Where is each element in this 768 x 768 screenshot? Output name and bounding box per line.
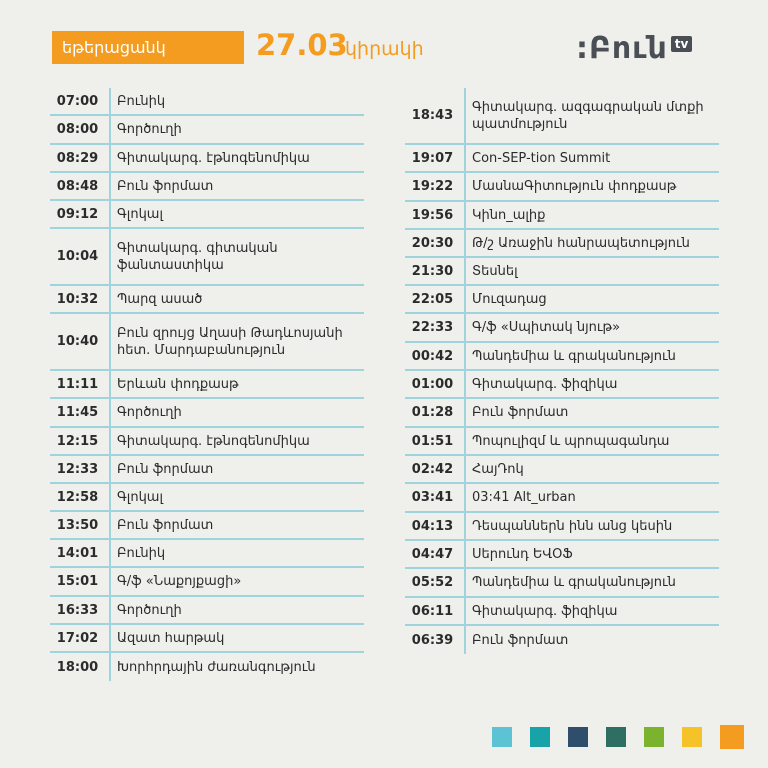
schedule-title: Բուն ֆորմատ <box>117 461 214 477</box>
schedule-title: Գործուղի <box>117 122 182 137</box>
schedule-title: Բուն ֆորմատ <box>117 178 214 194</box>
schedule-title: Գիտակարգ. ֆիզիկա <box>472 603 618 619</box>
schedule-title: Պոպուլիզմ և պրոպագանդա <box>472 433 670 449</box>
schedule-time: 06:11 <box>405 598 466 624</box>
color-square <box>530 727 550 747</box>
schedule-title: Con-SEP-tion Summit <box>472 150 611 166</box>
schedule-time: 09:12 <box>50 201 111 227</box>
schedule-time: 00:42 <box>405 343 466 369</box>
schedule-row <box>405 314 719 343</box>
schedule-row <box>405 569 719 598</box>
schedule-title: Գիտակարգ. ազգագրական մտքի պատմություն <box>472 99 704 132</box>
schedule-title: Ազատ հարթակ <box>117 630 225 646</box>
schedule-time: 12:33 <box>50 456 111 482</box>
schedule-title: Պանդեմիա և գրականություն <box>472 575 676 590</box>
schedule-row <box>405 626 719 654</box>
schedule-title: ՀայԴոկ <box>472 461 524 477</box>
schedule-time: 19:22 <box>405 173 466 200</box>
schedule-time: 16:33 <box>50 597 111 623</box>
schedule-title: Գիտակարգ. գիտական ֆանտաստիկա <box>117 240 278 273</box>
schedule-row <box>405 399 719 428</box>
schedule-time: 07:00 <box>50 88 111 114</box>
schedule-time: 04:13 <box>405 513 466 539</box>
logo-tv-badge: tv <box>671 36 693 52</box>
schedule-row <box>50 399 364 428</box>
schedule-row <box>405 202 719 230</box>
schedule-row <box>405 145 719 173</box>
schedule-row <box>405 456 719 484</box>
schedule-time: 15:01 <box>50 568 111 595</box>
schedule-row <box>50 88 364 116</box>
schedule-title: Դեսպաններն ինն անց կեսին <box>472 518 673 534</box>
schedule-title: Գիտակարգ. էթնոգենոմիկա <box>117 150 310 166</box>
schedule-title: Գլոկալ <box>117 489 163 505</box>
schedule-title: Կինո_ալիք <box>472 207 546 223</box>
schedule-time: 22:33 <box>405 314 466 341</box>
schedule-row <box>50 484 364 512</box>
schedule-title: Բուն ֆորմատ <box>117 517 214 533</box>
schedule-time: 19:07 <box>405 145 466 171</box>
schedule-time: 21:30 <box>405 258 466 284</box>
schedule-row <box>50 145 364 173</box>
schedule-time: 02:42 <box>405 456 466 482</box>
schedule-time: 13:50 <box>50 512 111 538</box>
schedule-time: 08:00 <box>50 116 111 143</box>
schedule-time: 10:32 <box>50 286 111 312</box>
schedule-title: Սերունդ ԵՎՕՖ <box>472 546 573 562</box>
schedule-row <box>405 230 719 258</box>
schedule-title: Բուն ֆորմատ <box>472 632 569 648</box>
schedule-title: Բուն զրույց Աղասի Թադևոսյանի հետ. Մարդաբանություն <box>117 325 343 358</box>
schedule-row <box>405 173 719 202</box>
schedule-title: Գլոկալ <box>117 206 163 222</box>
schedule-row <box>50 314 364 371</box>
schedule-title: Գործուղի <box>117 405 182 420</box>
schedule-title: Բունիկ <box>117 93 166 109</box>
schedule-row <box>50 371 364 399</box>
schedule-row <box>50 428 364 456</box>
schedule-time: 01:28 <box>405 399 466 426</box>
schedule-row <box>405 541 719 569</box>
schedule-time: 18:43 <box>405 88 466 143</box>
schedule-time: 17:02 <box>50 625 111 651</box>
schedule-time: 10:40 <box>50 314 111 369</box>
broadcast-day-name: կիրակի <box>345 38 424 60</box>
schedule-title: Մուզադաց <box>472 291 547 307</box>
schedule-title: Գիտակարգ. ֆիզիկա <box>472 376 618 392</box>
schedule-time: 05:52 <box>405 569 466 596</box>
schedule-time: 11:11 <box>50 371 111 397</box>
schedule-title: Տեսնել <box>472 263 518 279</box>
schedule-row <box>50 456 364 484</box>
schedule-time: 18:00 <box>50 653 111 681</box>
schedule-row <box>405 484 719 513</box>
schedule-title: Երևան փոդքասթ <box>117 376 239 392</box>
schedule-row <box>405 428 719 456</box>
schedule-row <box>405 258 719 286</box>
schedule-row <box>50 540 364 568</box>
color-square <box>682 727 702 747</box>
schedule-time: 12:58 <box>50 484 111 510</box>
schedule-title: Գ/ֆ «Սպիտակ նյութ» <box>472 320 621 335</box>
schedule-row <box>405 513 719 541</box>
color-square <box>606 727 626 747</box>
schedule-time: 19:56 <box>405 202 466 228</box>
schedule-time: 10:04 <box>50 229 111 284</box>
schedule-title: Գործուղի <box>117 602 182 618</box>
schedule-row <box>405 286 719 314</box>
color-square <box>492 727 512 747</box>
schedule-title: Պանդեմիա և գրականություն <box>472 348 676 364</box>
schedule-row <box>50 512 364 540</box>
schedule-title: ՄասնաԳիտություն փոդքասթ <box>472 179 677 194</box>
color-square <box>644 727 664 747</box>
schedule-time: 06:39 <box>405 626 466 654</box>
schedule-time: 22:05 <box>405 286 466 312</box>
schedule-time: 08:29 <box>50 145 111 171</box>
color-square <box>720 725 744 749</box>
schedule-title: Պարզ ասած <box>117 291 203 307</box>
schedule-row <box>50 286 364 314</box>
schedule-time: 08:48 <box>50 173 111 199</box>
schedule-row <box>50 116 364 145</box>
schedule-row <box>405 598 719 626</box>
weekday-badge: եթերացանկ <box>52 31 244 64</box>
schedule-time: 01:51 <box>405 428 466 454</box>
schedule-row <box>50 597 364 625</box>
schedule-time: 03:41 <box>405 484 466 511</box>
schedule-row <box>50 568 364 597</box>
color-squares <box>492 727 744 749</box>
schedule-row <box>50 625 364 653</box>
schedule-time: 01:00 <box>405 371 466 397</box>
schedule-row <box>405 88 719 145</box>
schedule-time: 12:15 <box>50 428 111 454</box>
schedule-row <box>405 343 719 371</box>
schedule-left-column <box>50 88 364 681</box>
schedule-title: Խորհրդային ժառանգություն <box>117 659 316 675</box>
schedule-title: Բուն ֆորմատ <box>472 405 569 420</box>
schedule-time: 14:01 <box>50 540 111 566</box>
schedule-title: Գիտակարգ. էթնոգենոմիկա <box>117 433 310 449</box>
schedule-time: 20:30 <box>405 230 466 256</box>
schedule-title: Գ/ֆ «Նաքոյքացի» <box>117 574 242 589</box>
schedule-title: Բունիկ <box>117 545 166 561</box>
schedule-row <box>50 173 364 201</box>
logo-text: :Բուն <box>576 30 668 66</box>
schedule-right-column <box>405 88 719 654</box>
broadcast-date: 27.03 <box>256 28 348 62</box>
schedule-title: 03:41 Alt_urban <box>472 490 576 505</box>
schedule-row <box>50 229 364 286</box>
schedule-title: Թ/շ Առաջին հանրապետություն <box>472 235 690 251</box>
schedule-time: 11:45 <box>50 399 111 426</box>
color-square <box>568 727 588 747</box>
schedule-row <box>405 371 719 399</box>
schedule-row <box>50 201 364 229</box>
schedule-time: 04:47 <box>405 541 466 567</box>
schedule-row <box>50 653 364 681</box>
brand-logo <box>576 28 692 68</box>
